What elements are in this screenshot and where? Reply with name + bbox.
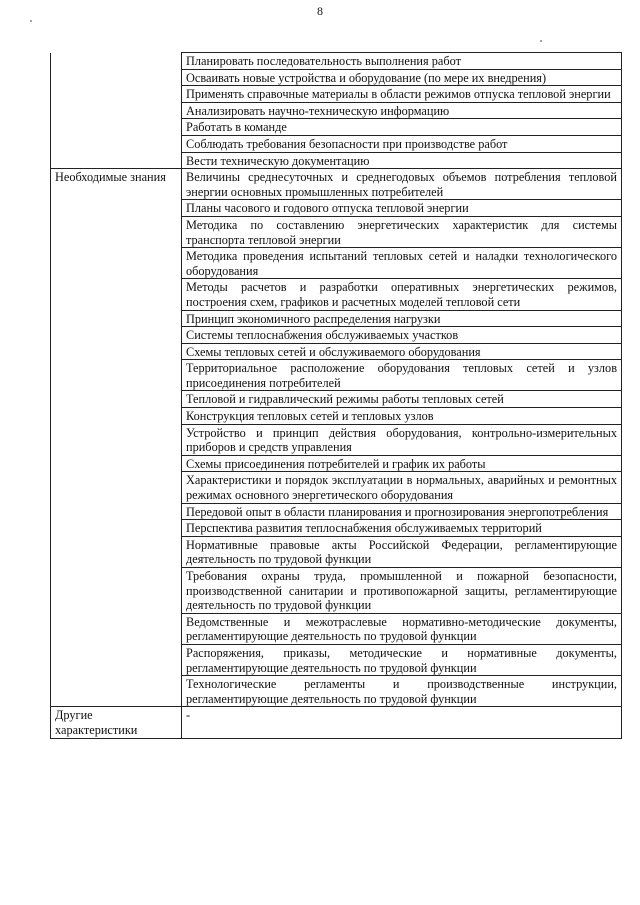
- table-cell-item: Планировать последовательность выполнения работ: [182, 53, 622, 70]
- table-cell-item: Технологические регламенты и производственные инструкции, регламентирующие деятельность по трудовой функции: [182, 676, 622, 707]
- table-cell-item: Нормативные правовые акты Российской Федерации, регламентирующие деятельность по трудовой функции: [182, 536, 622, 567]
- table-cell-item: Вести техническую документацию: [182, 152, 622, 169]
- table-cell-item: Осваивать новые устройства и оборудование (по мере их внедрения): [182, 69, 622, 86]
- table-cell-item: Распоряжения, приказы, методические и нормативные документы, регламентирующие деятельность по трудовой функции: [182, 644, 622, 675]
- table-cell-item: Схемы тепловых сетей и обслуживаемого оборудования: [182, 343, 622, 360]
- knowledge-label-cell: Необходимые знания: [51, 169, 182, 707]
- skills-label-cell: [51, 53, 182, 169]
- skills-row: [51, 53, 622, 70]
- table-cell-item: Методика проведения испытаний тепловых сетей и наладки технологического оборудования: [182, 248, 622, 279]
- table-cell-item: Принцип экономичного распределения нагрузки: [182, 310, 622, 327]
- table-cell-item: Анализировать научно-техническую информацию: [182, 102, 622, 119]
- knowledge-row: [51, 169, 622, 200]
- table-cell-item: Работать в команде: [182, 119, 622, 136]
- table-cell-item: Перспектива развития теплоснабжения обслуживаемых территорий: [182, 520, 622, 537]
- scan-speck: [540, 40, 542, 42]
- scan-speck: [30, 20, 32, 22]
- table-cell-item: Устройство и принцип действия оборудования, контрольно-измерительных приборов и средств управления: [182, 424, 622, 455]
- table-cell-item: Схемы присоединения потребителей и график их работы: [182, 455, 622, 472]
- table-cell-item: Планы часового и годового отпуска тепловой энергии: [182, 200, 622, 217]
- page-number: 8: [317, 4, 323, 18]
- table-cell-item: Величины среднесуточных и среднегодовых объемов потребления тепловой энергии основных промышленных потребителей: [182, 169, 622, 200]
- competency-table: [50, 52, 622, 739]
- table-cell-item: Передовой опыт в области планирования и прогнозирования энергопотребления: [182, 503, 622, 520]
- table-cell-item: Методы расчетов и разработки оперативных энергетических режимов, построения схем, графиков и расчетных моделей тепловой сети: [182, 279, 622, 310]
- table-cell-item: Характеристики и порядок эксплуатации в нормальных, аварийных и ремонтных режимах основного энергетического оборудования: [182, 472, 622, 503]
- table-cell-item: Применять справочные материалы в области режимов отпуска тепловой энергии: [182, 86, 622, 103]
- other-value-cell: -: [182, 707, 622, 738]
- table-cell-item: Ведомственные и межотраслевые нормативно-методические документы, регламентирующие деятельность по трудовой функции: [182, 613, 622, 644]
- table-cell-item: Системы теплоснабжения обслуживаемых участков: [182, 327, 622, 344]
- other-label-cell: Другие характеристики: [51, 707, 182, 738]
- table-cell-item: Методика по составлению энергетических характеристик для системы транспорта тепловой энергии: [182, 216, 622, 247]
- table-cell-item: Территориальное расположение оборудования тепловых сетей и узлов присоединения потребителей: [182, 360, 622, 391]
- table-cell-item: Соблюдать требования безопасности при производстве работ: [182, 135, 622, 152]
- table-cell-item: Тепловой и гидравлический режимы работы тепловых сетей: [182, 391, 622, 408]
- other-row: [51, 707, 622, 738]
- table-cell-item: Конструкция тепловых сетей и тепловых узлов: [182, 408, 622, 425]
- competency-table-body: [51, 53, 622, 739]
- table-cell-item: Требования охраны труда, промышленной и пожарной безопасности, производственной санитарии и противопожарной защиты, регламентирующие деятельность по трудовой функции: [182, 568, 622, 614]
